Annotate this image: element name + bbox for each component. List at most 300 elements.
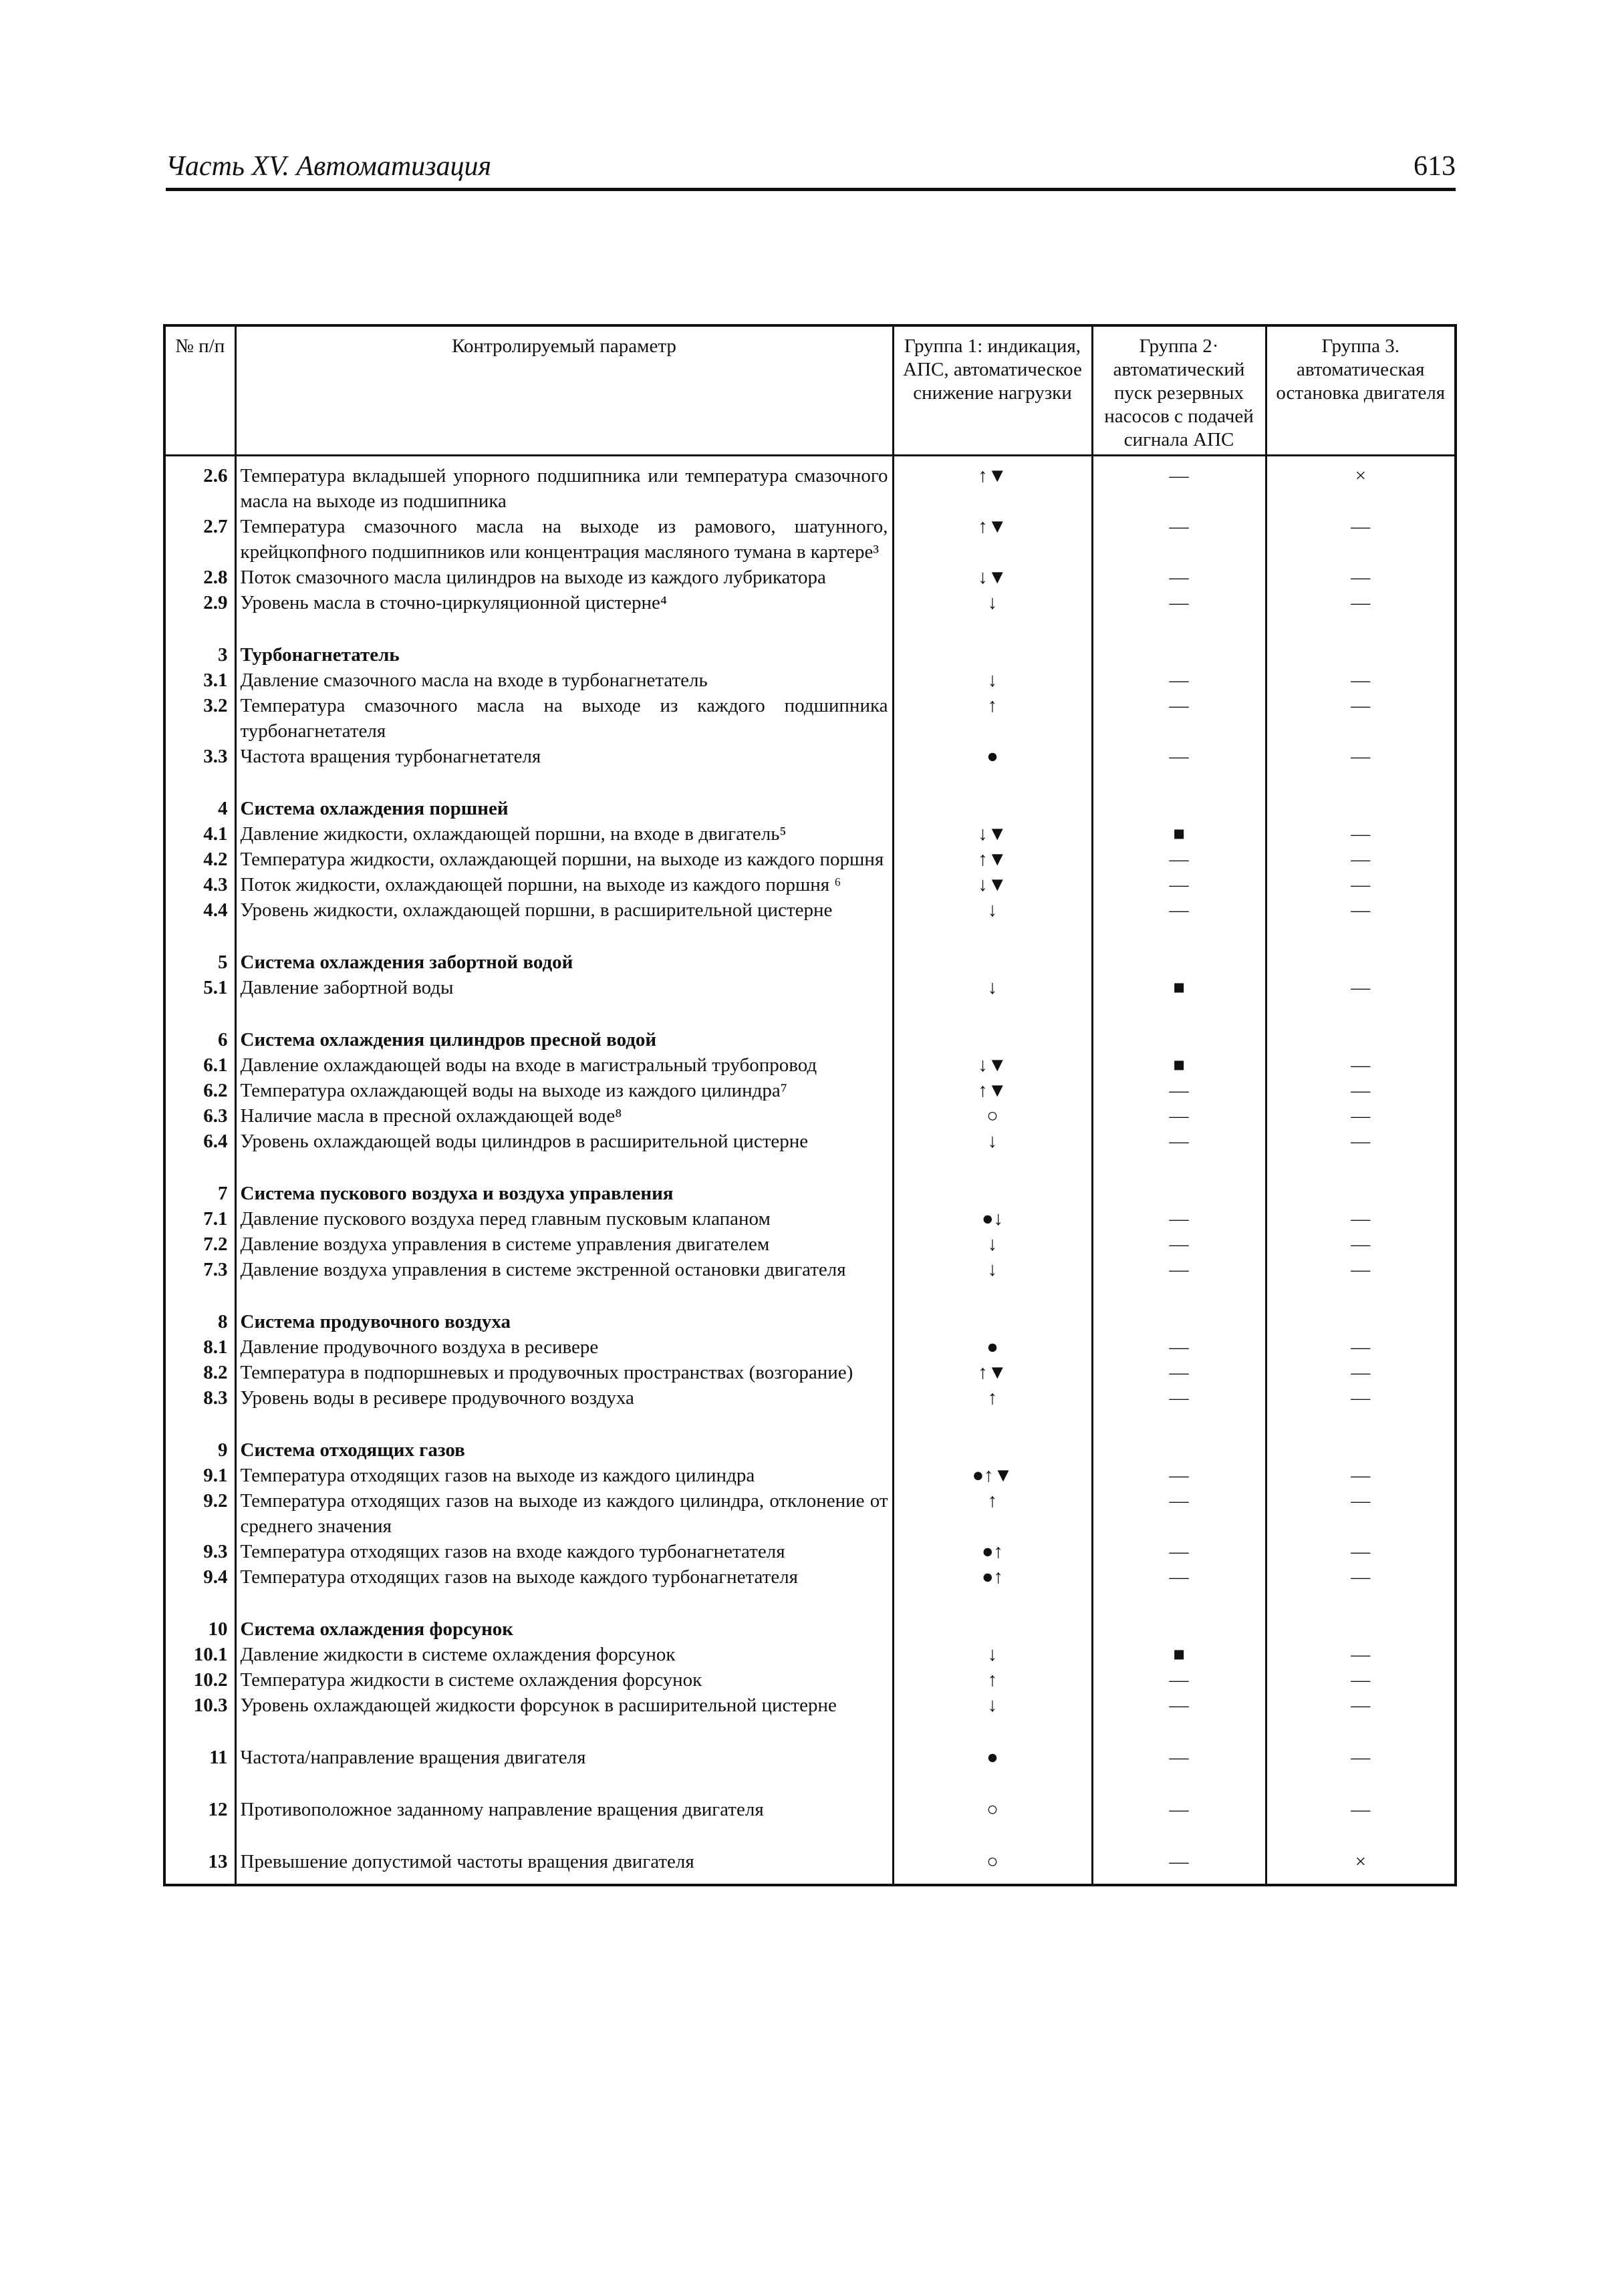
group2-symbol: ■	[1092, 1642, 1266, 1667]
group2-symbol	[1092, 796, 1266, 821]
group2-symbol: ■	[1092, 821, 1266, 847]
row-number: 9.1	[164, 1463, 235, 1488]
group2-symbol: —	[1092, 1539, 1266, 1564]
table-row	[164, 693, 1456, 744]
parameters-table	[163, 324, 1457, 1886]
group1-symbol: ↓	[893, 590, 1092, 615]
group2-symbol: ■	[1092, 1052, 1266, 1078]
row-number: 9.2	[164, 1488, 235, 1539]
spacer-row	[164, 1282, 1456, 1309]
table-row	[164, 1052, 1456, 1078]
group2-symbol: —	[1092, 1667, 1266, 1693]
spacer-cell	[1092, 1718, 1266, 1745]
spacer-cell	[164, 1000, 235, 1027]
group1-symbol: ↑	[893, 1488, 1092, 1539]
group3-symbol	[1266, 1437, 1456, 1463]
group2-symbol: —	[1092, 565, 1266, 590]
row-number: 6.1	[164, 1052, 235, 1078]
spacer-cell	[1092, 769, 1266, 796]
spacer-cell	[235, 1411, 893, 1437]
group3-symbol	[1266, 1309, 1456, 1334]
group3-symbol: —	[1266, 1642, 1456, 1667]
group1-symbol	[893, 1437, 1092, 1463]
group1-symbol: ↑	[893, 693, 1092, 744]
parameter-name: Давление воздуха управления в системе управления двигателем	[235, 1232, 893, 1257]
table-row	[164, 1745, 1456, 1770]
group3-symbol: —	[1266, 744, 1456, 769]
spacer-cell	[893, 1000, 1092, 1027]
parameter-name: Температура жидкости в системе охлаждения форсунок	[235, 1667, 893, 1693]
group3-symbol	[1266, 950, 1456, 975]
table-row	[164, 565, 1456, 590]
group2-symbol: —	[1092, 1103, 1266, 1129]
parameter-name: Поток смазочного масла цилиндров на выходе из каждого лубрикатора	[235, 565, 893, 590]
group2-symbol: —	[1092, 1078, 1266, 1103]
row-number: 3.1	[164, 668, 235, 693]
spacer-cell	[235, 1590, 893, 1616]
row-number: 7.2	[164, 1232, 235, 1257]
group3-symbol: —	[1266, 1078, 1456, 1103]
group2-symbol	[1092, 1027, 1266, 1052]
row-number: 6.4	[164, 1129, 235, 1154]
row-number: 4.3	[164, 872, 235, 897]
group3-symbol: —	[1266, 1052, 1456, 1078]
row-number: 10	[164, 1616, 235, 1642]
group3-symbol: —	[1266, 668, 1456, 693]
spacer-row	[164, 615, 1456, 642]
spacer-cell	[1092, 1154, 1266, 1181]
parameter-name: Система продувочного воздуха	[235, 1309, 893, 1334]
spacer-cell	[1266, 1590, 1456, 1616]
group1-symbol: ●↑	[893, 1539, 1092, 1564]
row-number: 13	[164, 1849, 235, 1885]
parameter-name: Уровень воды в ресивере продувочного воздуха	[235, 1385, 893, 1411]
spacer-row	[164, 1822, 1456, 1849]
group1-symbol: ↑▼	[893, 456, 1092, 515]
table-row	[164, 1667, 1456, 1693]
section-row	[164, 1181, 1456, 1206]
group2-symbol	[1092, 1181, 1266, 1206]
table-row	[164, 1334, 1456, 1360]
group1-symbol: ↑	[893, 1385, 1092, 1411]
table-row	[164, 872, 1456, 897]
group2-symbol: —	[1092, 1849, 1266, 1885]
group3-symbol: —	[1266, 975, 1456, 1000]
parameter-name: Противоположное заданному направление вращения двигателя	[235, 1797, 893, 1822]
parameter-name: Температура отходящих газов на выходе из каждого цилиндра	[235, 1463, 893, 1488]
parameter-name: Частота/направление вращения двигателя	[235, 1745, 893, 1770]
row-number: 8	[164, 1309, 235, 1334]
group2-symbol: —	[1092, 456, 1266, 515]
group3-symbol: —	[1266, 847, 1456, 872]
spacer-cell	[1092, 1822, 1266, 1849]
table-row	[164, 1693, 1456, 1718]
group1-symbol	[893, 1309, 1092, 1334]
parameter-name: Давление жидкости в системе охлаждения форсунок	[235, 1642, 893, 1667]
group1-symbol: ↓	[893, 1642, 1092, 1667]
spacer-cell	[893, 1282, 1092, 1309]
spacer-cell	[893, 1411, 1092, 1437]
spacer-cell	[164, 1822, 235, 1849]
group3-symbol: —	[1266, 1206, 1456, 1232]
spacer-cell	[164, 1282, 235, 1309]
table-body	[164, 456, 1456, 1886]
spacer-cell	[893, 1590, 1092, 1616]
parameter-name: Температура в подпоршневых и продувочных пространствах (возгорание)	[235, 1360, 893, 1385]
group3-symbol	[1266, 1181, 1456, 1206]
group3-symbol	[1266, 796, 1456, 821]
parameter-name: Температура вкладышей упорного подшипника или температура смазочного масла на выходе из подшипника	[235, 456, 893, 515]
table-row	[164, 1232, 1456, 1257]
table-row	[164, 1488, 1456, 1539]
header-rule	[166, 188, 1456, 191]
group2-symbol: —	[1092, 1693, 1266, 1718]
group1-symbol	[893, 642, 1092, 668]
group3-symbol: —	[1266, 1488, 1456, 1539]
spacer-cell	[1092, 615, 1266, 642]
parameter-name: Температура смазочного масла на выходе из рамового, шатунного, крейцкопфного подшипников или концентрация масляного тумана в картере³	[235, 514, 893, 565]
group2-symbol: —	[1092, 1564, 1266, 1590]
section-row	[164, 1309, 1456, 1334]
group1-symbol	[893, 796, 1092, 821]
group3-symbol: —	[1266, 1797, 1456, 1822]
table-row	[164, 1539, 1456, 1564]
group1-symbol: ↓▼	[893, 872, 1092, 897]
group3-symbol: ×	[1266, 1849, 1456, 1885]
group1-symbol: ↓	[893, 1232, 1092, 1257]
row-number: 9	[164, 1437, 235, 1463]
parameter-name: Система пускового воздуха и воздуха управления	[235, 1181, 893, 1206]
table-row	[164, 897, 1456, 923]
table-row	[164, 1385, 1456, 1411]
group2-symbol: —	[1092, 668, 1266, 693]
parameter-name: Давление продувочного воздуха в ресивере	[235, 1334, 893, 1360]
group2-symbol: —	[1092, 1360, 1266, 1385]
spacer-cell	[164, 1411, 235, 1437]
group1-symbol: ○	[893, 1849, 1092, 1885]
parameter-name: Превышение допустимой частоты вращения двигателя	[235, 1849, 893, 1885]
column-header-num: № п/п	[164, 325, 235, 456]
group3-symbol: —	[1266, 1539, 1456, 1564]
group2-symbol: —	[1092, 1129, 1266, 1154]
row-number: 5.1	[164, 975, 235, 1000]
parameter-name: Давление охлаждающей воды на входе в магистральный трубопровод	[235, 1052, 893, 1078]
column-header-group1: Группа 1: индикация, АПС, автоматическое снижение нагрузки	[893, 325, 1092, 456]
row-number: 6.2	[164, 1078, 235, 1103]
parameter-name: Температура охлаждающей воды на выходе из каждого цилиндра⁷	[235, 1078, 893, 1103]
table-head	[164, 325, 1456, 456]
table-row	[164, 514, 1456, 565]
group2-symbol: —	[1092, 1334, 1266, 1360]
group2-symbol	[1092, 950, 1266, 975]
table-row	[164, 1564, 1456, 1590]
group2-symbol: —	[1092, 847, 1266, 872]
spacer-row	[164, 769, 1456, 796]
group3-symbol: —	[1266, 1360, 1456, 1385]
table-row	[164, 590, 1456, 615]
group2-symbol	[1092, 1437, 1266, 1463]
group3-symbol: —	[1266, 514, 1456, 565]
row-number: 7.1	[164, 1206, 235, 1232]
spacer-cell	[1266, 769, 1456, 796]
group3-symbol: —	[1266, 1257, 1456, 1282]
spacer-cell	[1266, 1000, 1456, 1027]
spacer-row	[164, 1154, 1456, 1181]
spacer-cell	[1266, 1822, 1456, 1849]
spacer-cell	[1266, 1770, 1456, 1797]
row-number: 4.2	[164, 847, 235, 872]
row-number: 8.1	[164, 1334, 235, 1360]
spacer-cell	[235, 1770, 893, 1797]
parameter-name: Давление пускового воздуха перед главным пусковым клапаном	[235, 1206, 893, 1232]
group2-symbol: —	[1092, 1488, 1266, 1539]
group3-symbol: —	[1266, 821, 1456, 847]
spacer-cell	[1266, 1282, 1456, 1309]
group1-symbol: ↓▼	[893, 1052, 1092, 1078]
table-row	[164, 1103, 1456, 1129]
page-number: 613	[1414, 151, 1456, 182]
spacer-cell	[235, 1154, 893, 1181]
row-number: 10.3	[164, 1693, 235, 1718]
spacer-row	[164, 1590, 1456, 1616]
spacer-cell	[235, 1282, 893, 1309]
parameter-name: Турбонагнетатель	[235, 642, 893, 668]
group3-symbol: —	[1266, 1693, 1456, 1718]
parameter-name: Давление забортной воды	[235, 975, 893, 1000]
row-number: 3.2	[164, 693, 235, 744]
group2-symbol: —	[1092, 872, 1266, 897]
spacer-cell	[1266, 1154, 1456, 1181]
spacer-cell	[1266, 1411, 1456, 1437]
group2-symbol: —	[1092, 744, 1266, 769]
spacer-row	[164, 1770, 1456, 1797]
group1-symbol: ○	[893, 1797, 1092, 1822]
table-row	[164, 456, 1456, 515]
table-row	[164, 1642, 1456, 1667]
spacer-cell	[235, 615, 893, 642]
section-row	[164, 642, 1456, 668]
spacer-cell	[1266, 923, 1456, 950]
row-number: 3.3	[164, 744, 235, 769]
parameter-name: Наличие масла в пресной охлаждающей воде⁸	[235, 1103, 893, 1129]
group1-symbol: ↑▼	[893, 1078, 1092, 1103]
parameter-name: Система охлаждения форсунок	[235, 1616, 893, 1642]
parameter-name: Давление воздуха управления в системе экстренной остановки двигателя	[235, 1257, 893, 1282]
group1-symbol: ○	[893, 1103, 1092, 1129]
row-number: 2.7	[164, 514, 235, 565]
spacer-cell	[235, 1000, 893, 1027]
row-number: 3	[164, 642, 235, 668]
spacer-cell	[893, 615, 1092, 642]
spacer-cell	[164, 769, 235, 796]
parameter-name: Давление жидкости, охлаждающей поршни, на входе в двигатель⁵	[235, 821, 893, 847]
parameter-name: Температура отходящих газов на выходе каждого турбонагнетателя	[235, 1564, 893, 1590]
table-row	[164, 1206, 1456, 1232]
page-header	[166, 150, 1456, 190]
spacer-row	[164, 923, 1456, 950]
spacer-cell	[1092, 1590, 1266, 1616]
row-number: 9.4	[164, 1564, 235, 1590]
row-number: 4	[164, 796, 235, 821]
spacer-cell	[893, 923, 1092, 950]
group1-symbol: ↓	[893, 975, 1092, 1000]
group3-symbol: ×	[1266, 456, 1456, 515]
parameter-name: Частота вращения турбонагнетателя	[235, 744, 893, 769]
group3-symbol: —	[1266, 1564, 1456, 1590]
group3-symbol: —	[1266, 565, 1456, 590]
header-row	[164, 325, 1456, 456]
group2-symbol: —	[1092, 590, 1266, 615]
group3-symbol: —	[1266, 1385, 1456, 1411]
table-row	[164, 1078, 1456, 1103]
group3-symbol: —	[1266, 1745, 1456, 1770]
spacer-cell	[164, 1770, 235, 1797]
table-row	[164, 668, 1456, 693]
column-header-group2: Группа 2· автоматический пуск резервных насосов с подачей сигнала АПС	[1092, 325, 1266, 456]
group1-symbol: ↓	[893, 668, 1092, 693]
spacer-cell	[1092, 1000, 1266, 1027]
row-number: 2.8	[164, 565, 235, 590]
group1-symbol: ●↑	[893, 1564, 1092, 1590]
group3-symbol: —	[1266, 1232, 1456, 1257]
spacer-cell	[1092, 1282, 1266, 1309]
table-row	[164, 975, 1456, 1000]
row-number: 12	[164, 1797, 235, 1822]
group1-symbol	[893, 1181, 1092, 1206]
parameter-name: Температура отходящих газов на входе каждого турбонагнетателя	[235, 1539, 893, 1564]
spacer-cell	[164, 615, 235, 642]
group3-symbol: —	[1266, 1103, 1456, 1129]
group1-symbol: ●	[893, 1745, 1092, 1770]
row-number: 7	[164, 1181, 235, 1206]
spacer-cell	[893, 769, 1092, 796]
row-number: 5	[164, 950, 235, 975]
group2-symbol	[1092, 1309, 1266, 1334]
group2-symbol: —	[1092, 693, 1266, 744]
group1-symbol: ↑▼	[893, 1360, 1092, 1385]
table-row	[164, 1129, 1456, 1154]
group3-symbol	[1266, 1027, 1456, 1052]
chapter-title: Часть XV. Автоматизация	[166, 151, 492, 182]
parameter-name: Система отходящих газов	[235, 1437, 893, 1463]
spacer-cell	[1092, 1411, 1266, 1437]
group3-symbol: —	[1266, 1667, 1456, 1693]
spacer-row	[164, 1411, 1456, 1437]
section-row	[164, 1027, 1456, 1052]
section-row	[164, 1616, 1456, 1642]
spacer-cell	[1266, 615, 1456, 642]
parameter-name: Система охлаждения поршней	[235, 796, 893, 821]
spacer-row	[164, 1718, 1456, 1745]
group2-symbol	[1092, 642, 1266, 668]
parameter-name: Уровень масла в сточно-циркуляционной цистерне⁴	[235, 590, 893, 615]
column-header-group3: Группа 3. автоматическая остановка двигателя	[1266, 325, 1456, 456]
group3-symbol: —	[1266, 872, 1456, 897]
group1-symbol: ↑	[893, 1667, 1092, 1693]
parameter-name: Система охлаждения забортной водой	[235, 950, 893, 975]
row-number: 10.2	[164, 1667, 235, 1693]
group2-symbol: —	[1092, 1797, 1266, 1822]
table-row	[164, 1797, 1456, 1822]
spacer-cell	[235, 923, 893, 950]
spacer-cell	[235, 1718, 893, 1745]
spacer-cell	[893, 1770, 1092, 1797]
group1-symbol: ↓▼	[893, 821, 1092, 847]
row-number: 10.1	[164, 1642, 235, 1667]
group2-symbol: —	[1092, 1206, 1266, 1232]
group1-symbol	[893, 950, 1092, 975]
group1-symbol: ↓	[893, 1129, 1092, 1154]
table-row	[164, 1463, 1456, 1488]
group3-symbol: —	[1266, 590, 1456, 615]
spacer-cell	[164, 1718, 235, 1745]
spacer-cell	[164, 1590, 235, 1616]
group2-symbol: ■	[1092, 975, 1266, 1000]
parameter-name: Система охлаждения цилиндров пресной водой	[235, 1027, 893, 1052]
group2-symbol: —	[1092, 1385, 1266, 1411]
parameter-name: Температура отходящих газов на выходе из каждого цилиндра, отклонение от среднего значения	[235, 1488, 893, 1539]
spacer-cell	[893, 1822, 1092, 1849]
section-row	[164, 1437, 1456, 1463]
group1-symbol: ↑▼	[893, 514, 1092, 565]
spacer-cell	[1092, 1770, 1266, 1797]
group2-symbol	[1092, 1616, 1266, 1642]
group1-symbol: ●	[893, 1334, 1092, 1360]
parameter-name: Поток жидкости, охлаждающей поршни, на выходе из каждого поршня ⁶	[235, 872, 893, 897]
parameter-name: Давление смазочного масла на входе в турбонагнетатель	[235, 668, 893, 693]
row-number: 4.1	[164, 821, 235, 847]
group3-symbol	[1266, 1616, 1456, 1642]
group3-symbol: —	[1266, 693, 1456, 744]
row-number: 11	[164, 1745, 235, 1770]
spacer-cell	[1266, 1718, 1456, 1745]
row-number: 2.6	[164, 456, 235, 515]
group2-symbol: —	[1092, 1232, 1266, 1257]
group2-symbol: —	[1092, 1745, 1266, 1770]
group3-symbol	[1266, 642, 1456, 668]
group1-symbol: ●↓	[893, 1206, 1092, 1232]
section-row	[164, 796, 1456, 821]
row-number: 9.3	[164, 1539, 235, 1564]
group2-symbol: —	[1092, 897, 1266, 923]
row-number: 6	[164, 1027, 235, 1052]
group2-symbol: —	[1092, 1257, 1266, 1282]
spacer-cell	[164, 1154, 235, 1181]
group2-symbol: —	[1092, 514, 1266, 565]
section-row	[164, 950, 1456, 975]
spacer-cell	[235, 1822, 893, 1849]
column-header-param: Контролируемый параметр	[235, 325, 893, 456]
group1-symbol: ↓	[893, 1693, 1092, 1718]
table-row	[164, 1849, 1456, 1885]
group1-symbol	[893, 1616, 1092, 1642]
spacer-cell	[1092, 923, 1266, 950]
group1-symbol: ●	[893, 744, 1092, 769]
parameter-name: Уровень охлаждающей жидкости форсунок в расширительной цистерне	[235, 1693, 893, 1718]
group1-symbol: ↓	[893, 897, 1092, 923]
spacer-cell	[235, 769, 893, 796]
group1-symbol: ↑▼	[893, 847, 1092, 872]
parameter-name: Температура жидкости, охлаждающей поршни, на выходе из каждого поршня	[235, 847, 893, 872]
row-number: 8.3	[164, 1385, 235, 1411]
table-row	[164, 847, 1456, 872]
row-number: 8.2	[164, 1360, 235, 1385]
table-row	[164, 744, 1456, 769]
parameter-name: Уровень охлаждающей воды цилиндров в расширительной цистерне	[235, 1129, 893, 1154]
group1-symbol: ↓	[893, 1257, 1092, 1282]
parameter-name: Уровень жидкости, охлаждающей поршни, в расширительной цистерне	[235, 897, 893, 923]
row-number: 2.9	[164, 590, 235, 615]
